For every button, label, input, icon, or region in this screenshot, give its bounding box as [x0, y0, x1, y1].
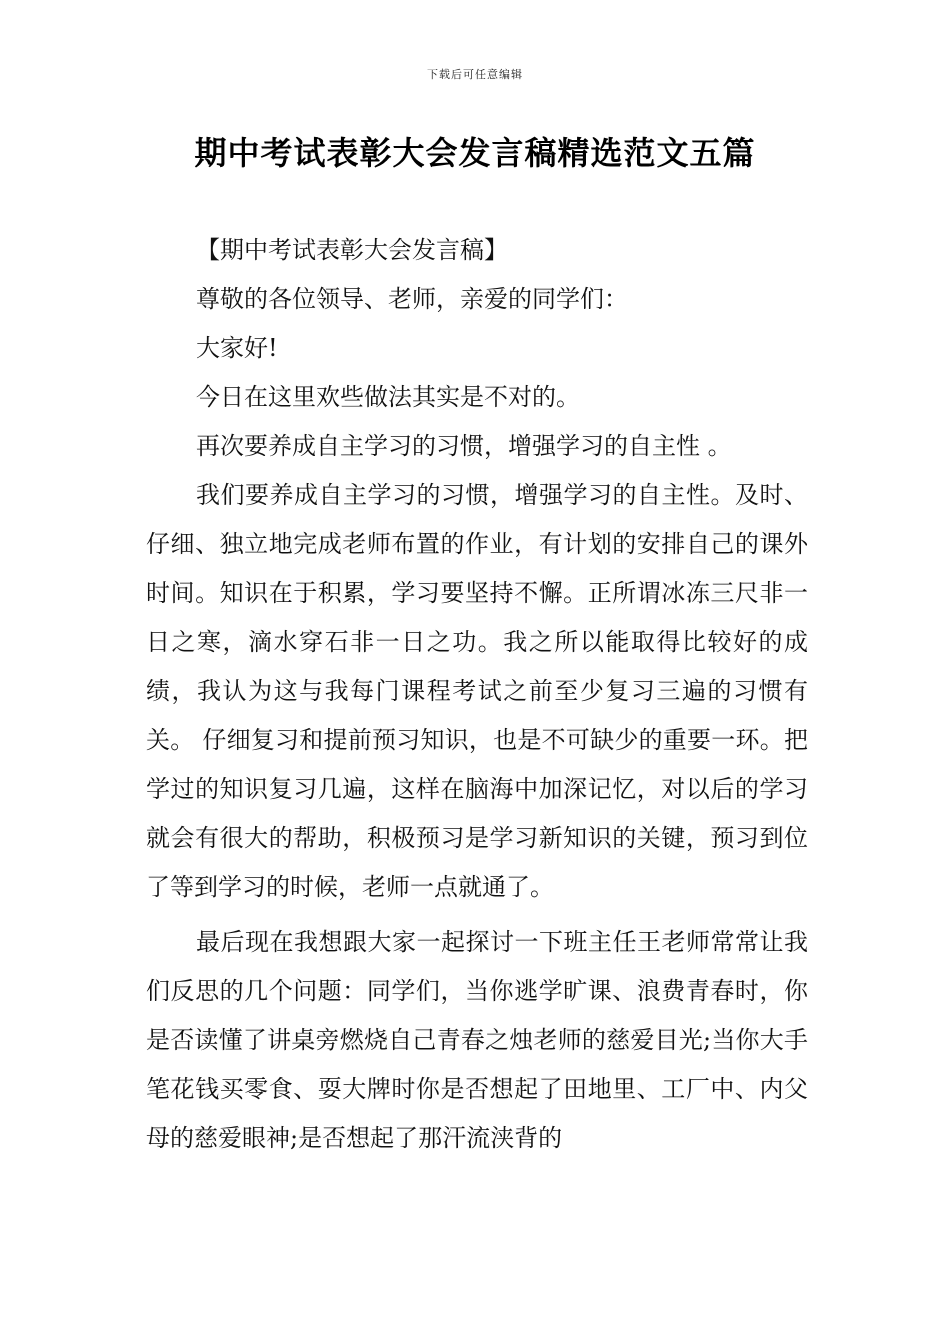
document-title: 期中考试表彰大会发言稿精选范文五篇 — [194, 134, 756, 172]
header-note: 下载后可任意编辑 — [427, 68, 523, 81]
document-body — [146, 226, 808, 1163]
paragraph-point: 再次要养成自主学习的习惯，增强学习的自主性 。 — [196, 432, 732, 460]
paragraph-reflection: 最后现在我想跟大家一起探讨一下班主任王老师常常让我们反思的几个问题：同学们，当你逃学旷课、浪费青春时，你是否读懂了讲桌旁燃烧自己青春之烛老师的慈爱目光;当你大手笔花钱买零食、耍大牌时你是否想起了田地里、工厂中、内父母的慈爱眼神;是否想起了那汗流浃背的 — [146, 928, 808, 1152]
paragraph-section-heading: 【期中考试表彰大会发言稿】 — [196, 236, 508, 264]
paragraph-study-habits: 我们要养成自主学习的习惯，增强学习的自主性。及时、仔细、独立地完成老师布置的作业，有计划的安排自己的课外时间。知识在于积累，学习要坚持不懈。正所谓冰冻三尺非一日之寒，滴水穿石非一日之功。我之所以能取得比较好的成绩，我认为这与我每门课程考试之前至少复习三遍的习惯有关。 仔细复习和提前预习知识，也是不可缺少的重要一环。把学过的知识复习几遍，这样在脑海中加深记忆，对以后的学习就会有很大的帮助，积极预习是学习新知识的关键，预习到位了等到学习的时候，老师一点就通了。 — [146, 481, 808, 901]
paragraph-intro: 今日在这里欢些做法其实是不对的。 — [196, 383, 580, 411]
paragraph-greeting: 大家好! — [196, 334, 278, 362]
paragraph-salutation: 尊敬的各位领导、老师，亲爱的同学们： — [196, 285, 628, 313]
